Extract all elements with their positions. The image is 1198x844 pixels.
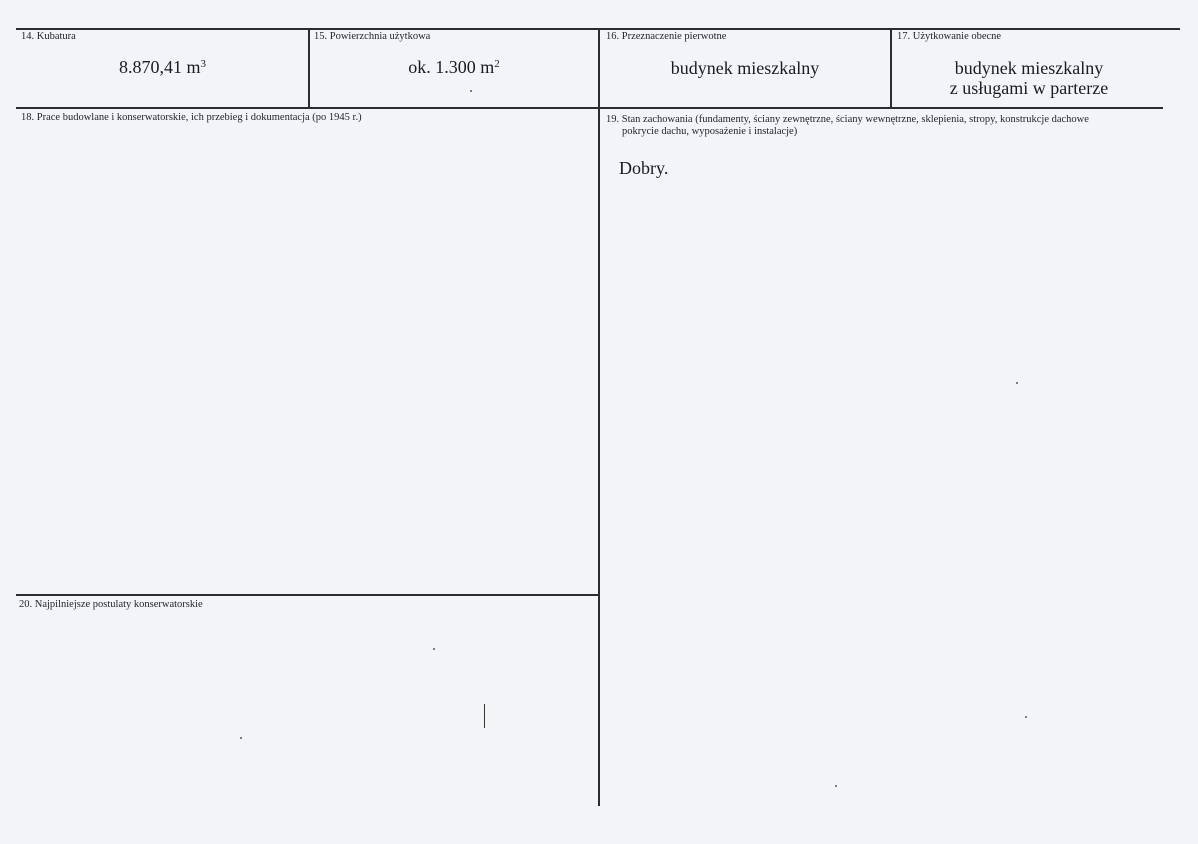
scan-speck [1016,382,1018,384]
row-divider-1 [16,107,1163,109]
prace-label: 18. Prace budowlane i konserwatorskie, ich przebieg i dokumentacja (po 1945 r.) [21,112,362,123]
postulaty-label: 20. Najpilniejsze postulaty konserwatorskie [19,599,203,610]
stan-value: Dobry. [619,158,669,178]
stan-label-line2: pokrycie dachu, wyposażenie i instalacje) [622,126,798,137]
uzytkowanie-value-line1: budynek mieszkalny [954,58,1104,78]
stan-label-line1: 19. Stan zachowania (fundamenty, ściany zewnętrzne, ściany wewnętrzne, sklepienia, stropy, konstrukcje dachowe [606,114,1089,125]
scan-speck [433,648,435,650]
powierzchnia-value: ok. 1.300 $m^2$ [408,57,500,77]
scan-speck [470,90,472,92]
przeznaczenie-value: budynek mieszkalny [670,58,820,78]
column-divider-16-17 [890,28,892,108]
column-divider-14-15 [308,28,310,108]
uzytkowanie-label: 17. Użytkowanie obecne [897,31,1002,42]
scan-speck [835,785,837,787]
scan-mark [484,704,485,728]
section-divider-20 [16,594,599,596]
scan-speck [240,737,242,739]
powierzchnia-label: 15. Powierzchnia użytkowa [314,31,431,42]
kubatura-label: 14. Kubatura [21,31,76,42]
scan-speck [1025,716,1027,718]
uzytkowanie-value-line2: z usługami w parterze [949,78,1109,98]
przeznaczenie-label: 16. Przeznaczenie pierwotne [606,31,727,42]
column-divider-main [598,28,600,806]
kubatura-value: 8.870,41 $m^3$ [118,57,206,77]
